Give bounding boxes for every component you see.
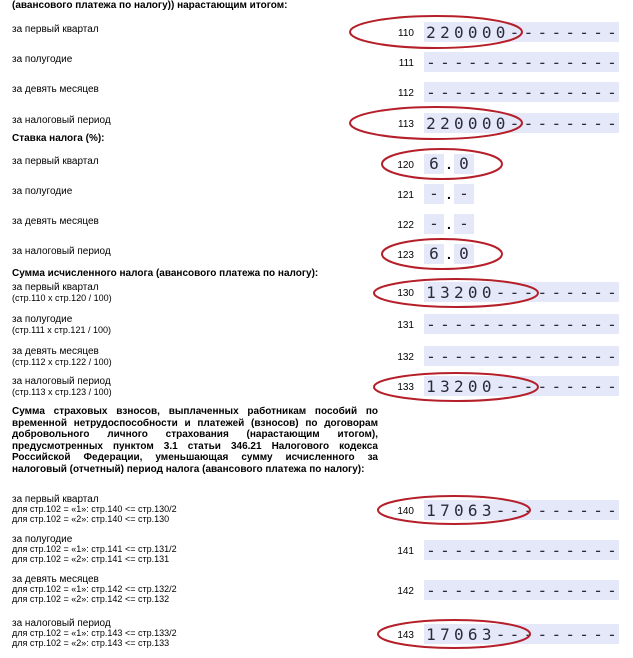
row-label: за девять месяцев [12,346,99,357]
tax-field-133[interactable] [424,376,619,396]
line-code: 110 [398,28,414,39]
insurance-field-140[interactable] [424,500,619,520]
digit-cell: 0 [481,282,492,302]
digit-cell: - [565,346,575,366]
line-code: 132 [397,352,414,363]
digit-cell: - [579,282,589,302]
digit-cell: - [453,580,464,600]
digit-cell: - [593,282,603,302]
line-code: 141 [397,546,414,557]
row-label: за налоговый период [12,376,111,387]
digit-cell: - [565,113,575,133]
digit-cell: 1 [426,376,436,396]
line-code: 122 [397,220,414,231]
digit-cell: - [551,282,562,302]
digit-cell: 1 [426,500,436,520]
digit-cell: - [523,282,534,302]
line-code: 113 [398,119,414,130]
digit-cell: - [537,540,548,560]
digit-cell: - [579,52,589,72]
digit-cell: - [523,624,534,644]
line-code: 143 [397,630,414,641]
digit-cell: 7 [440,500,450,520]
digit-cell: - [426,52,436,72]
row-label: за девять месяцев [12,216,99,227]
digit-cell: - [495,580,506,600]
digit-cell: - [523,52,534,72]
digit-cell: 0 [453,113,464,133]
rate-field-122[interactable] [424,214,474,234]
rate-integer: - [424,184,444,204]
digit-cell: - [453,540,464,560]
digit-cell: - [607,580,617,600]
digit-cell: 0 [467,376,478,396]
digit-cell: - [551,346,562,366]
digit-cell: - [495,376,506,396]
digit-cell: - [440,346,450,366]
digit-cell: - [579,376,589,396]
digit-cell: 1 [426,282,436,302]
digit-cell: - [523,314,534,334]
digit-cell: 0 [481,113,492,133]
digit-cell: 2 [426,22,436,42]
digit-cell: - [509,82,520,102]
digit-cell: - [607,346,617,366]
heading-top-line: (авансового платежа по налогу)) нарастающим итогом: [12,0,288,11]
digit-cell: - [579,22,589,42]
digit-cell: - [607,82,617,102]
digit-cell: - [481,82,492,102]
digit-cell: - [495,52,506,72]
row-label: за полугодие [12,314,73,325]
digit-cell: - [607,282,617,302]
rate-field-121[interactable] [424,184,474,204]
digit-cell: - [607,376,617,396]
decimal-point: . [447,246,451,262]
digit-cell: - [565,282,575,302]
line-code: 121 [397,190,414,201]
digit-cell: 7 [440,624,450,644]
digit-cell: - [509,624,520,644]
digit-cell: - [509,314,520,334]
row-label: за полугодие [12,54,73,65]
row-label: за первый квартал [12,282,99,293]
row-condition: для стр.102 = «2»: стр.141 <= стр.131 [12,554,170,564]
digit-cell: 0 [481,22,492,42]
digit-cell: - [607,22,617,42]
digit-cell: - [579,500,589,520]
digit-cell: - [551,22,562,42]
line-code: 120 [397,160,414,171]
digit-cell: 2 [453,376,464,396]
digit-cell: 6 [467,500,478,520]
digit-cell: - [453,52,464,72]
digit-cell: - [495,624,506,644]
line-code: 112 [398,88,414,99]
digit-cell: 2 [426,113,436,133]
digit-cell: - [481,314,492,334]
row-label: за налоговый период [12,115,111,126]
digit-cell: 0 [495,113,506,133]
digit-cell: 0 [495,22,506,42]
digit-cell: - [509,22,520,42]
digit-cell: - [481,540,492,560]
digit-cell: 2 [440,22,450,42]
digit-cell: 0 [453,500,464,520]
digit-cell: - [426,314,436,334]
digit-cell: - [453,314,464,334]
digit-cell: - [565,376,575,396]
digit-cell: - [523,113,534,133]
digit-cell: - [523,82,534,102]
digit-cell: - [509,52,520,72]
digit-cell: - [593,22,603,42]
row-label: за полугодие [12,186,73,197]
line-code: 131 [397,320,414,331]
digit-cell: - [551,376,562,396]
decimal-point: . [447,156,451,172]
digit-cell: 0 [467,22,478,42]
digit-cell: - [509,580,520,600]
digit-cell: - [440,540,450,560]
digit-cell: - [551,314,562,334]
line-code: 133 [397,382,414,393]
digit-cell: - [509,282,520,302]
digit-cell: - [495,346,506,366]
digit-cell: - [565,624,575,644]
digit-cell: - [523,22,534,42]
decimal-point: . [447,216,451,232]
tax-field-130[interactable] [424,282,619,302]
income-field-111[interactable] [424,52,619,72]
row-condition: для стр.102 = «2»: стр.142 <= стр.132 [12,594,170,604]
digit-cell: - [426,82,436,102]
digit-cell: - [593,580,603,600]
row-label: за первый квартал [12,24,99,35]
digit-cell: - [607,624,617,644]
digit-cell: - [426,580,436,600]
digit-cell: - [481,52,492,72]
digit-cell: - [565,500,575,520]
tax-field-132[interactable] [424,346,619,366]
digit-cell: 1 [426,624,436,644]
digit-cell: - [467,346,478,366]
rate-field-123[interactable] [424,244,474,264]
row-label: за девять месяцев [12,84,99,95]
digit-cell: - [565,314,575,334]
row-condition: для стр.102 = «2»: стр.140 <= стр.130 [12,514,170,524]
digit-cell: - [537,624,548,644]
digit-cell: - [579,580,589,600]
digit-cell: 3 [440,282,450,302]
digit-cell: - [481,346,492,366]
digit-cell: - [579,624,589,644]
digit-cell: - [593,113,603,133]
digit-cell: - [551,82,562,102]
digit-cell: - [481,580,492,600]
income-field-112[interactable] [424,82,619,102]
heading-tax-rate: Ставка налога (%): [12,133,105,144]
digit-cell: - [551,113,562,133]
digit-cell: - [495,540,506,560]
digit-cell: - [593,500,603,520]
line-code: 130 [397,288,414,299]
row-label: за первый квартал [12,494,99,505]
rate-fraction: 0 [454,154,474,174]
digit-cell: - [467,52,478,72]
rate-fraction: - [454,214,474,234]
digit-cell: - [607,314,617,334]
insurance-field-141[interactable] [424,540,619,560]
rate-field-120[interactable] [424,154,474,174]
digit-cell: - [607,500,617,520]
digit-cell: - [523,580,534,600]
digit-cell: - [495,314,506,334]
digit-cell: - [579,540,589,560]
digit-cell: - [593,52,603,72]
income-field-113[interactable] [424,113,619,133]
digit-cell: - [551,580,562,600]
digit-cell: - [495,282,506,302]
row-formula: (стр.110 х стр.120 / 100) [12,293,112,303]
rate-integer: - [424,214,444,234]
digit-cell: - [537,346,548,366]
digit-cell: - [453,346,464,366]
digit-cell: - [537,500,548,520]
rate-fraction: - [454,184,474,204]
rate-integer: 6 [424,244,444,264]
insurance-field-142[interactable] [424,580,619,600]
heading-insurance: Сумма страховых взносов, выплаченных работникам пособий по временной нетрудоспособности и платежей (взносов) по договорам добровольного личного страхования (нарастающим итогом), предусмотренных пунктом 3.1 статьи 346.21 Налогового кодекса Российской Федерации, уменьшающая сумму исчисленного за налоговый (отчетный) период налога (авансового платежа по налогу): [12,406,378,475]
row-condition: для стр.102 = «1»: стр.142 <= стр.132/2 [12,584,177,594]
digit-cell: - [579,346,589,366]
digit-cell: - [551,540,562,560]
digit-cell: - [551,624,562,644]
row-label: за девять месяцев [12,574,99,585]
digit-cell: 2 [453,282,464,302]
digit-cell: 0 [453,22,464,42]
digit-cell: - [523,346,534,366]
digit-cell: - [565,52,575,72]
digit-cell: 0 [467,282,478,302]
row-formula: (стр.112 х стр.122 / 100) [12,357,112,367]
digit-cell: - [537,314,548,334]
digit-cell: 0 [467,113,478,133]
digit-cell: 3 [481,500,492,520]
digit-cell: - [509,113,520,133]
row-label: за первый квартал [12,156,99,167]
insurance-field-143[interactable] [424,624,619,644]
digit-cell: - [565,540,575,560]
income-field-110[interactable] [424,22,619,42]
row-condition: для стр.102 = «2»: стр.143 <= стр.133 [12,638,170,648]
tax-field-131[interactable] [424,314,619,334]
digit-cell: - [509,500,520,520]
row-label: за полугодие [12,534,73,545]
digit-cell: - [467,580,478,600]
digit-cell: 0 [453,624,464,644]
digit-cell: - [579,82,589,102]
digit-cell: - [537,82,548,102]
rate-integer: 6 [424,154,444,174]
row-condition: для стр.102 = «1»: стр.141 <= стр.131/2 [12,544,177,554]
digit-cell: - [551,52,562,72]
digit-cell: - [523,540,534,560]
digit-cell: - [426,346,436,366]
digit-cell: - [509,346,520,366]
decimal-point: . [447,186,451,202]
row-formula: (стр.111 х стр.121 / 100) [12,325,111,335]
digit-cell: 2 [440,113,450,133]
digit-cell: - [593,376,603,396]
digit-cell: - [467,540,478,560]
digit-cell: - [440,314,450,334]
row-condition: для стр.102 = «1»: стр.140 <= стр.130/2 [12,504,177,514]
row-formula: (стр.113 х стр.123 / 100) [12,387,112,397]
digit-cell: - [426,540,436,560]
digit-cell: - [565,82,575,102]
heading-calc-tax: Сумма исчисленного налога (авансового платежа по налогу): [12,268,319,279]
digit-cell: - [537,376,548,396]
digit-cell: - [607,113,617,133]
digit-cell: - [551,500,562,520]
line-code: 123 [397,250,414,261]
digit-cell: - [440,82,450,102]
row-label: за налоговый период [12,618,111,629]
digit-cell: - [523,500,534,520]
digit-cell: - [453,82,464,102]
digit-cell: - [467,82,478,102]
line-code: 111 [398,58,414,69]
digit-cell: - [509,376,520,396]
digit-cell: - [537,580,548,600]
digit-cell: 3 [481,624,492,644]
digit-cell: - [593,540,603,560]
line-code: 142 [397,586,414,597]
digit-cell: - [607,540,617,560]
digit-cell: - [579,113,589,133]
digit-cell: - [495,82,506,102]
row-label: за налоговый период [12,246,111,257]
digit-cell: - [509,540,520,560]
digit-cell: - [467,314,478,334]
digit-cell: - [495,500,506,520]
rate-fraction: 0 [454,244,474,264]
digit-cell: - [440,52,450,72]
line-code: 140 [397,506,414,517]
digit-cell: - [537,22,548,42]
digit-cell: - [565,22,575,42]
digit-cell: - [593,346,603,366]
digit-cell: 6 [467,624,478,644]
digit-cell: - [607,52,617,72]
digit-cell: - [565,580,575,600]
digit-cell: 3 [440,376,450,396]
digit-cell: - [537,113,548,133]
digit-cell: - [440,580,450,600]
row-condition: для стр.102 = «1»: стр.143 <= стр.133/2 [12,628,177,638]
digit-cell: - [593,624,603,644]
digit-cell: - [523,376,534,396]
digit-cell: - [537,282,548,302]
digit-cell: - [593,82,603,102]
digit-cell: 0 [481,376,492,396]
digit-cell: - [537,52,548,72]
digit-cell: - [579,314,589,334]
digit-cell: - [593,314,603,334]
